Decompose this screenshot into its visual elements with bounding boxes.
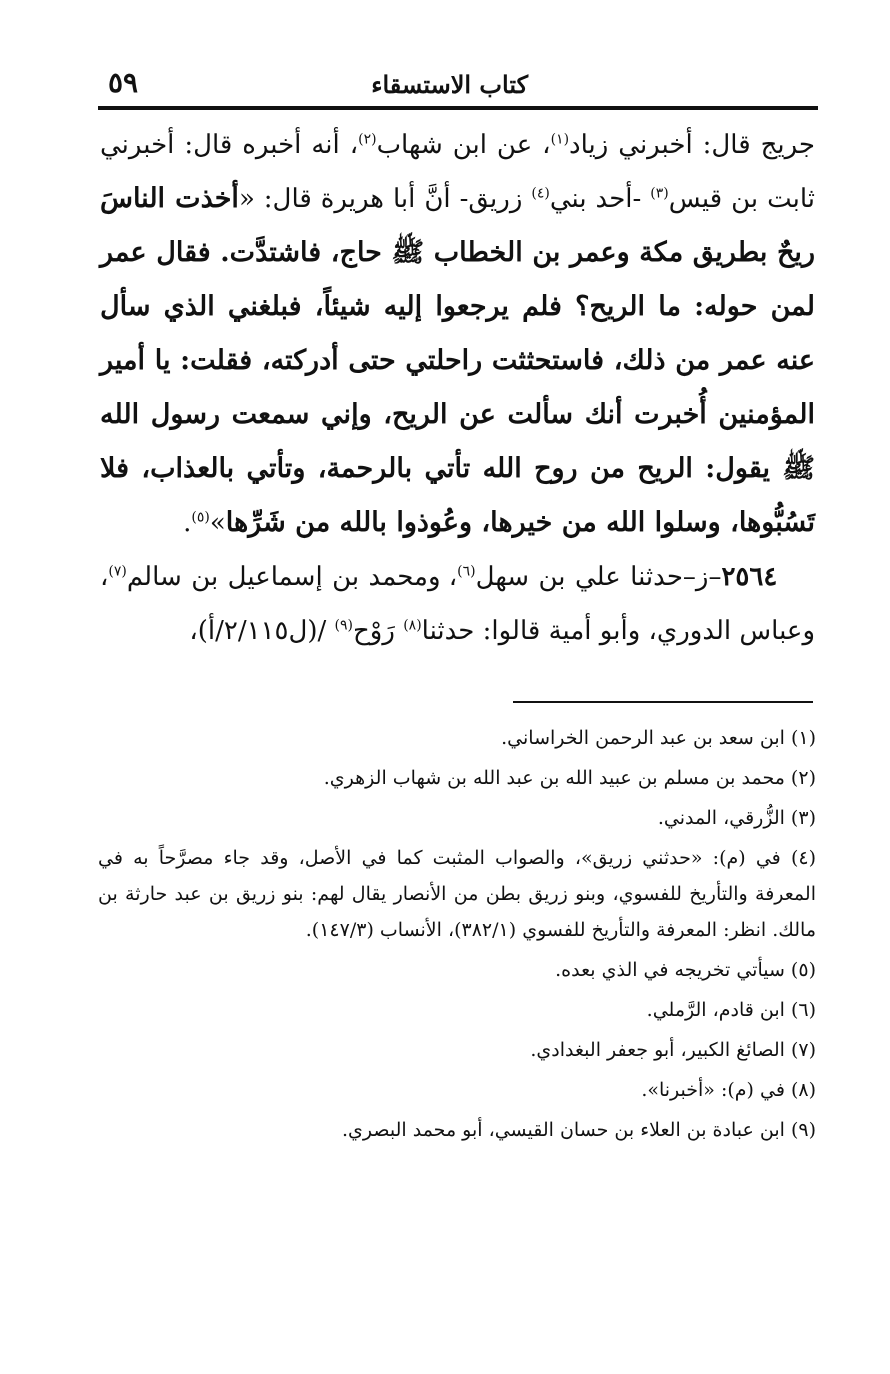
text-run: –ز–حدثنا علي بن سهل bbox=[475, 562, 722, 592]
footnotes-list bbox=[98, 720, 816, 1152]
footnote-2: (٢) محمد بن مسلم بن عبيد الله بن عبد الله بن شهاب الزهري. bbox=[323, 767, 816, 789]
hadith-number: ٢٥٦٤ bbox=[721, 562, 778, 592]
paragraph-hadith-text bbox=[100, 118, 815, 550]
footnote-4: (٤) في (م): «حدثني زريق»، والصواب المثبت كما في الأصل، وقد جاء مصرَّحاً به في المعرفة والتأريخ للفسوي، وبنو زريق بطن من الأنصار يقال لهم: بنو زريق بن عبد حارثة بن مالك. انظر: المعرفة والتأريخ للفسوي (٣٨٢/١)، الأنساب (١٤٧/٣). bbox=[98, 847, 816, 941]
footnote-1: (١) ابن سعد بن عبد الرحمن الخراساني. bbox=[501, 727, 816, 749]
page-header bbox=[98, 66, 818, 106]
text-run: » bbox=[209, 508, 226, 538]
footnote-ref-4: (٤) bbox=[531, 185, 550, 202]
text-run: زريق- أنَّ أبا هريرة قال: « bbox=[238, 184, 532, 214]
footnote-ref-5: (٥) bbox=[191, 509, 210, 526]
text-run: ، عن ابن شهاب bbox=[376, 130, 551, 160]
header-rule bbox=[98, 106, 818, 110]
footnote-ref-8: (٨) bbox=[403, 617, 422, 634]
running-title: كتاب الاستسقاء bbox=[371, 70, 528, 99]
text-run: رَوْح bbox=[353, 616, 404, 646]
footnote-ref-2: (٢) bbox=[358, 131, 377, 148]
footnote-7: (٧) الصائغ الكبير، أبو جعفر البغدادي. bbox=[530, 1039, 816, 1061]
paragraph-hadith-2564 bbox=[100, 550, 815, 658]
page-number: ٥٩ bbox=[108, 66, 139, 99]
text-run: ، ومحمد بن إسماعيل بن سالم bbox=[126, 562, 458, 592]
footnote-ref-9: (٩) bbox=[334, 617, 354, 634]
footnote-ref-3: (٣) bbox=[650, 185, 669, 202]
text-run: ، أنه أخبره قال: أخبرني ثابت بن قيس bbox=[100, 130, 816, 214]
text-run: . bbox=[183, 508, 192, 538]
main-text bbox=[100, 118, 815, 658]
footnote-9: (٩) ابن عبادة بن العلاء بن حسان القيسي، أبو محمد البصري. bbox=[342, 1119, 816, 1141]
footnote-ref-7: (٧) bbox=[108, 563, 127, 580]
footnote-8: (٨) في (م): «أخبرنا». bbox=[641, 1079, 816, 1101]
text-run: /(ل٢/١١٥/أ)، bbox=[189, 616, 335, 646]
footnote-3: (٣) الزُّرقي، المدني. bbox=[657, 807, 816, 829]
footnote-ref-6: (٦) bbox=[457, 563, 476, 580]
text-run: جريج قال: أخبرني زياد bbox=[569, 130, 816, 160]
footnote-ref-1: (١) bbox=[550, 131, 570, 148]
footnote-6: (٦) ابن قادم، الرَّملي. bbox=[646, 999, 816, 1021]
footnote-5: (٥) سيأتي تخريجه في الذي بعده. bbox=[555, 959, 816, 981]
text-run: ، وعباس الدوري، وأبو أمية قالوا: حدثنا bbox=[100, 562, 815, 646]
text-run: -أحد بني bbox=[549, 184, 651, 214]
hadith-matn: أخذت الناسَ ريحٌ بطريق مكة وعمر بن الخطاب ﷺ حاج، فاشتدَّت. فقال عمر لمن حوله: ما الريح؟ فلم يرجعوا إليه شيئاً، فبلغني الذي سأل عنه عمر من ذلك، فاستحثثت راحلتي حتى أدركته، فقلت: يا أمير المؤمنين أُخبرت أنك سألت عن الريح، وإني سمعت رسول الله ﷺ يقول: الريح من روح الله تأتي بالرحمة، وتأتي بالعذاب، فلا تَسُبُّوها، وسلوا الله من خيرها، وعُوذوا بالله من شَرِّها bbox=[100, 183, 815, 538]
footnote-separator bbox=[513, 701, 813, 703]
